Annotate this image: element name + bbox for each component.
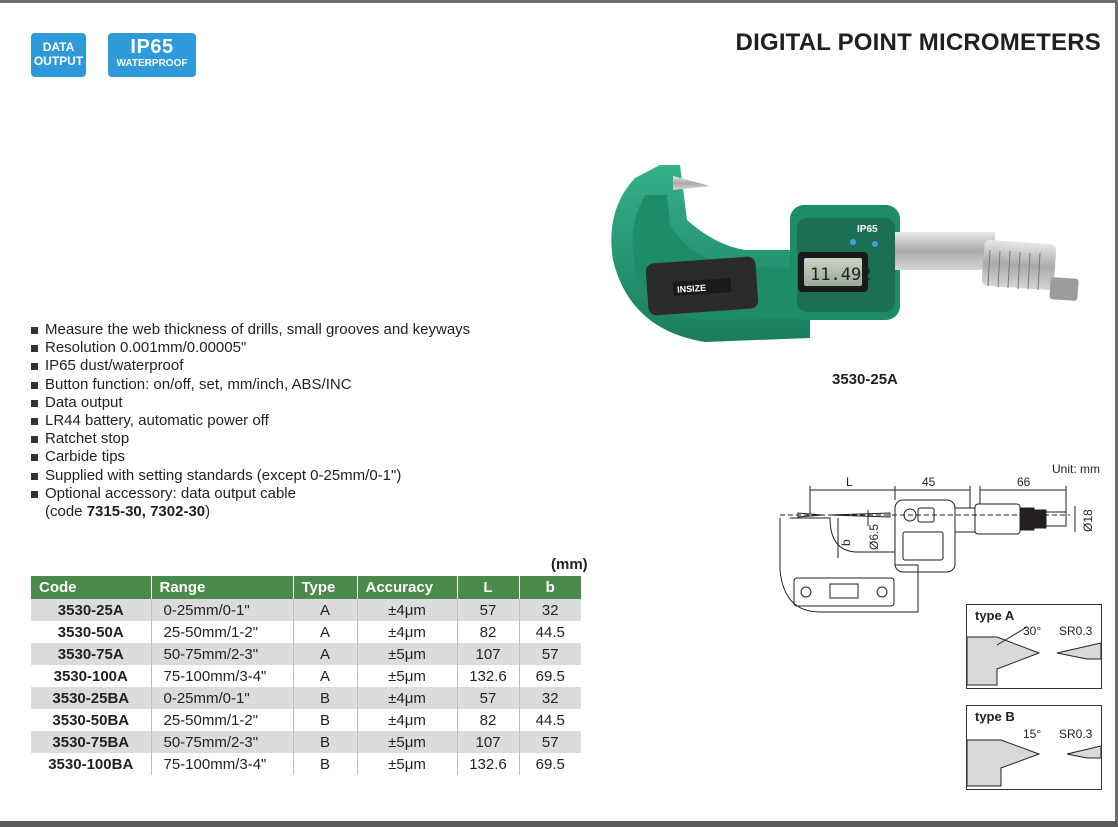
accessory-codes: (code 7315-30, 7302-30) bbox=[45, 503, 211, 521]
tip-type-b-radius: SR0.3 bbox=[1059, 727, 1093, 741]
dim-d18: Ø18 bbox=[1081, 509, 1095, 532]
table-header-row bbox=[31, 576, 581, 599]
ip65-badge-sub: WATERPROOF bbox=[116, 58, 188, 69]
feature-list bbox=[30, 321, 470, 521]
list-item: Resolution 0.001mm/0.00005" bbox=[30, 339, 470, 357]
anvil-point bbox=[673, 176, 710, 190]
data-output-badge-line2: OUTPUT bbox=[33, 54, 84, 68]
dim-L: L bbox=[846, 475, 853, 489]
sleeve bbox=[895, 232, 995, 270]
page-title: DIGITAL POINT MICROMETERS bbox=[735, 29, 1101, 56]
bullet-icon bbox=[31, 418, 38, 425]
photo-caption: 3530-25A bbox=[832, 371, 898, 388]
table-row: 3530-100A 75-100mm/3-4" A ±5μm 132.6 69.5 bbox=[31, 665, 581, 687]
bullet-icon bbox=[31, 400, 38, 407]
ip65-badge bbox=[108, 33, 196, 77]
tip-type-a-angle: 30° bbox=[1023, 624, 1042, 638]
list-item: Measure the web thickness of drills, small grooves and keyways bbox=[30, 321, 470, 339]
display-reading: 11.492 bbox=[810, 265, 872, 285]
list-item: LR44 battery, automatic power off bbox=[30, 412, 470, 430]
dim-66: 66 bbox=[1017, 475, 1031, 489]
table-row: 3530-100BA 75-100mm/3-4" B ±5μm 132.6 69.5 bbox=[31, 753, 581, 775]
list-item: Supplied with setting standards (except 0-25mm/0-1") bbox=[30, 467, 470, 485]
spec-table bbox=[31, 576, 581, 775]
bullet-icon bbox=[31, 382, 38, 389]
tip-type-b-diagram bbox=[967, 706, 1101, 789]
bullet-icon bbox=[31, 345, 38, 352]
product-photo bbox=[595, 150, 1095, 360]
dim-d65: Ø6.5 bbox=[867, 523, 881, 550]
table-unit: (mm) bbox=[551, 556, 588, 573]
column-header-code: Code bbox=[31, 576, 151, 599]
unit-label: Unit: mm bbox=[1052, 462, 1100, 476]
list-item: Data output bbox=[30, 394, 470, 412]
ip65-badge-main: IP65 bbox=[130, 36, 174, 58]
dimension-drawing bbox=[770, 460, 1110, 620]
tip-type-b-angle: 15° bbox=[1023, 727, 1042, 741]
tip-type-b-name: type B bbox=[975, 709, 1015, 724]
table-row: 3530-75BA 50-75mm/2-3" B ±5μm 107 57 bbox=[31, 731, 581, 753]
list-item: IP65 dust/waterproof bbox=[30, 357, 470, 375]
column-header-type: Type bbox=[293, 576, 357, 599]
tip-type-a bbox=[966, 604, 1102, 689]
table-row: 3530-75A 50-75mm/2-3" A ±5μm 107 57 bbox=[31, 643, 581, 665]
bullet-icon bbox=[31, 473, 38, 480]
column-header-range: Range bbox=[151, 576, 293, 599]
column-header-b: b bbox=[519, 576, 581, 599]
tip-type-b bbox=[966, 705, 1102, 790]
photo-ip-label: IP65 bbox=[857, 224, 878, 235]
table-row: 3530-25BA 0-25mm/0-1" B ±4μm 57 32 bbox=[31, 687, 581, 709]
list-item: Ratchet stop bbox=[30, 430, 470, 448]
bottom-border bbox=[0, 821, 1118, 827]
bullet-icon bbox=[31, 363, 38, 370]
list-item: Optional accessory: data output cable bbox=[30, 485, 470, 503]
list-item: Button function: on/off, set, mm/inch, ABS/INC bbox=[30, 376, 470, 394]
bullet-icon bbox=[31, 436, 38, 443]
data-output-badge bbox=[31, 33, 86, 77]
table-row: 3530-25A 0-25mm/0-1" A ±4μm 57 32 bbox=[31, 599, 581, 621]
tip-type-a-diagram bbox=[967, 605, 1101, 688]
tip-type-a-radius: SR0.3 bbox=[1059, 624, 1093, 638]
list-item: Carbide tips bbox=[30, 448, 470, 466]
bullet-icon bbox=[31, 327, 38, 334]
top-border bbox=[0, 0, 1118, 3]
column-header-accuracy: Accuracy bbox=[357, 576, 457, 599]
ratchet bbox=[1049, 277, 1078, 301]
bullet-icon bbox=[31, 454, 38, 461]
table-row: 3530-50BA 25-50mm/1-2" B ±4μm 82 44.5 bbox=[31, 709, 581, 731]
dim-45: 45 bbox=[922, 475, 936, 489]
table-row: 3530-50A 25-50mm/1-2" A ±4μm 82 44.5 bbox=[31, 621, 581, 643]
data-output-badge-line1: DATA bbox=[42, 40, 75, 54]
tip-type-a-name: type A bbox=[975, 608, 1015, 623]
column-header-l: L bbox=[457, 576, 519, 599]
photo-brand: INSIZE bbox=[676, 282, 707, 295]
bullet-icon bbox=[31, 491, 38, 498]
dim-b: b bbox=[839, 539, 853, 546]
